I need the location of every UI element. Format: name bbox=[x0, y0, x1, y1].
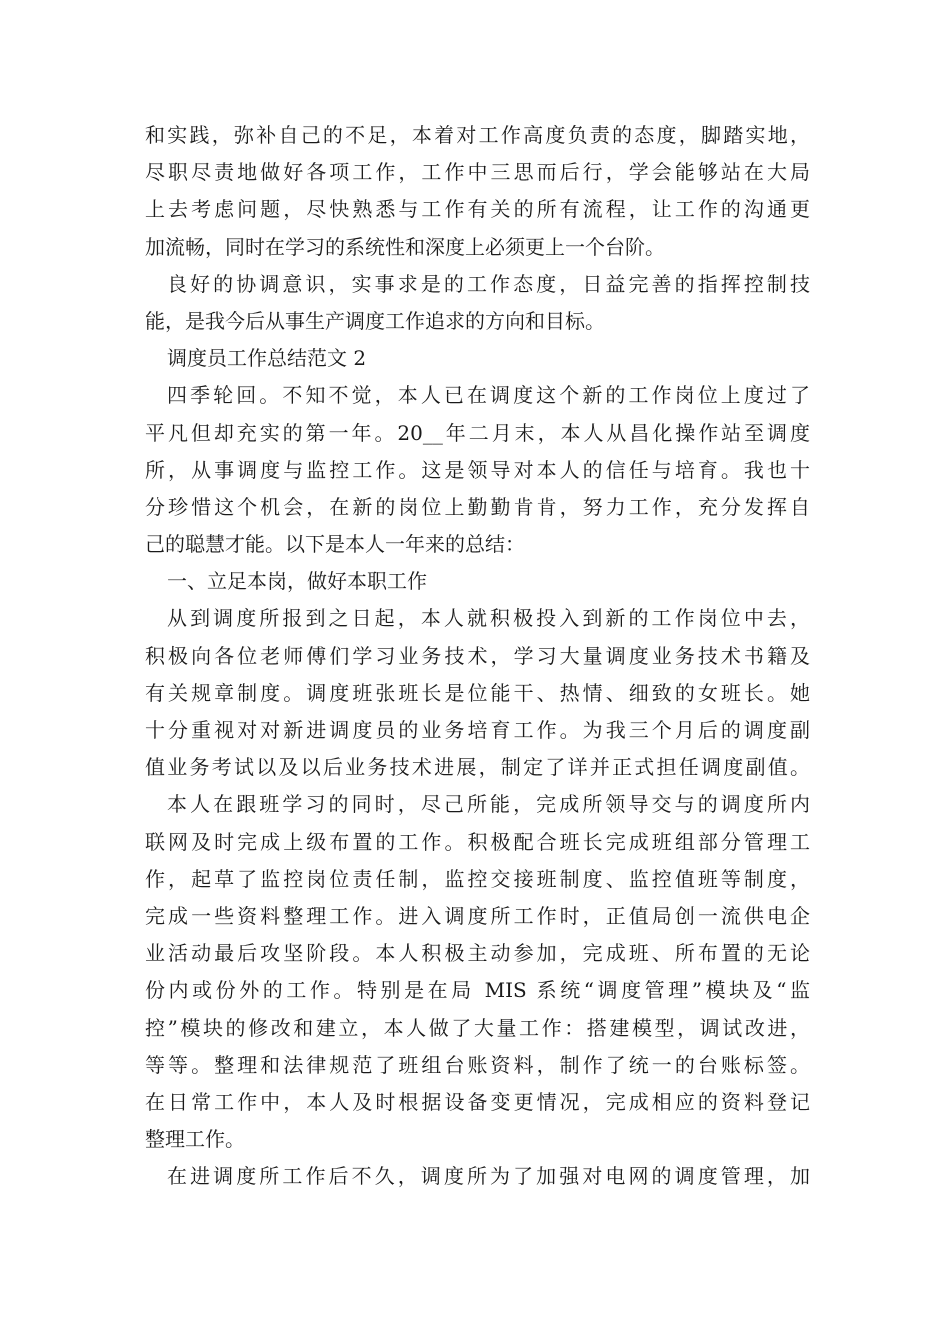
text-line: 上去考虑问题，尽快熟悉与工作有关的所有流程，让工作的沟通更 bbox=[145, 197, 810, 222]
text-line: 份内或份外的工作。特别是在局 MIS 系统“调度管理”模块及“监 bbox=[145, 978, 810, 1003]
document-body bbox=[145, 117, 810, 1195]
text-line: 控”模块的修改和建立，本人做了大量工作：搭建模型，调试改进， bbox=[145, 1015, 810, 1040]
text-line: 作，起草了监控岗位责任制，监控交接班制度、监控值班等制度， bbox=[145, 866, 810, 891]
text-line: 分珍惜这个机会，在新的岗位上勤勤肯肯，努力工作，充分发挥自 bbox=[145, 494, 810, 519]
text-line: 本人在跟班学习的同时，尽己所能，完成所领导交与的调度所内 bbox=[167, 792, 810, 817]
text-line: 值业务考试以及以后业务技术进展，制定了详并正式担任调度副值。 bbox=[145, 755, 810, 780]
text-line: 完成一些资料整理工作。进入调度所工作时，正值局创一流供电企 bbox=[145, 903, 810, 928]
text-line: 等等。整理和法律规范了班组台账资料，制作了统一的台账标签。 bbox=[145, 1052, 810, 1077]
text-line: 积极向各位老师傅们学习业务技术，学习大量调度业务技术书籍及 bbox=[145, 643, 810, 668]
text-line: 己的聪慧才能。以下是本人一年来的总结： bbox=[145, 532, 525, 557]
text-line: 良好的协调意识，实事求是的工作态度，日益完善的指挥控制技 bbox=[167, 271, 810, 296]
text-line: 整理工作。 bbox=[145, 1127, 245, 1152]
text-line: 平凡但却充实的第一年。20__年二月末，本人从昌化操作站至调度 bbox=[145, 420, 810, 445]
text-line: 在日常工作中，本人及时根据设备变更情况，完成相应的资料登记 bbox=[145, 1089, 810, 1114]
text-line: 四季轮回。不知不觉，本人已在调度这个新的工作岗位上度过了 bbox=[167, 383, 810, 408]
text-line: 调度员工作总结范文 2 bbox=[167, 346, 367, 371]
text-line: 和实践，弥补自己的不足，本着对工作高度负责的态度，脚踏实地， bbox=[145, 123, 810, 147]
text-line: 十分重视对对新进调度员的业务培育工作。为我三个月后的调度副 bbox=[145, 718, 810, 742]
text-line: 有关规章制度。调度班张班长是位能干、热情、细致的女班长。她 bbox=[145, 680, 810, 705]
text-line: 从到调度所报到之日起，本人就积极投入到新的工作岗位中去， bbox=[167, 606, 810, 631]
text-line: 所，从事调度与监控工作。这是领导对本人的信任与培育。我也十 bbox=[145, 457, 810, 482]
text-line: 尽职尽责地做好各项工作，工作中三思而后行，学会能够站在大局 bbox=[145, 160, 810, 185]
text-line: 加流畅，同时在学习的系统性和深度上必须更上一个台阶。 bbox=[145, 234, 665, 259]
text-line: 一、立足本岗，做好本职工作 bbox=[167, 569, 427, 594]
text-line: 业活动最后攻坚阶段。本人积极主动参加，完成班、所布置的无论 bbox=[145, 941, 810, 966]
text-line: 联网及时完成上级布置的工作。积极配合班长完成班组部分管理工 bbox=[145, 829, 810, 854]
text-line: 在进调度所工作后不久，调度所为了加强对电网的调度管理，加 bbox=[167, 1164, 810, 1189]
text-line: 能，是我今后从事生产调度工作追求的方向和目标。 bbox=[145, 308, 605, 333]
